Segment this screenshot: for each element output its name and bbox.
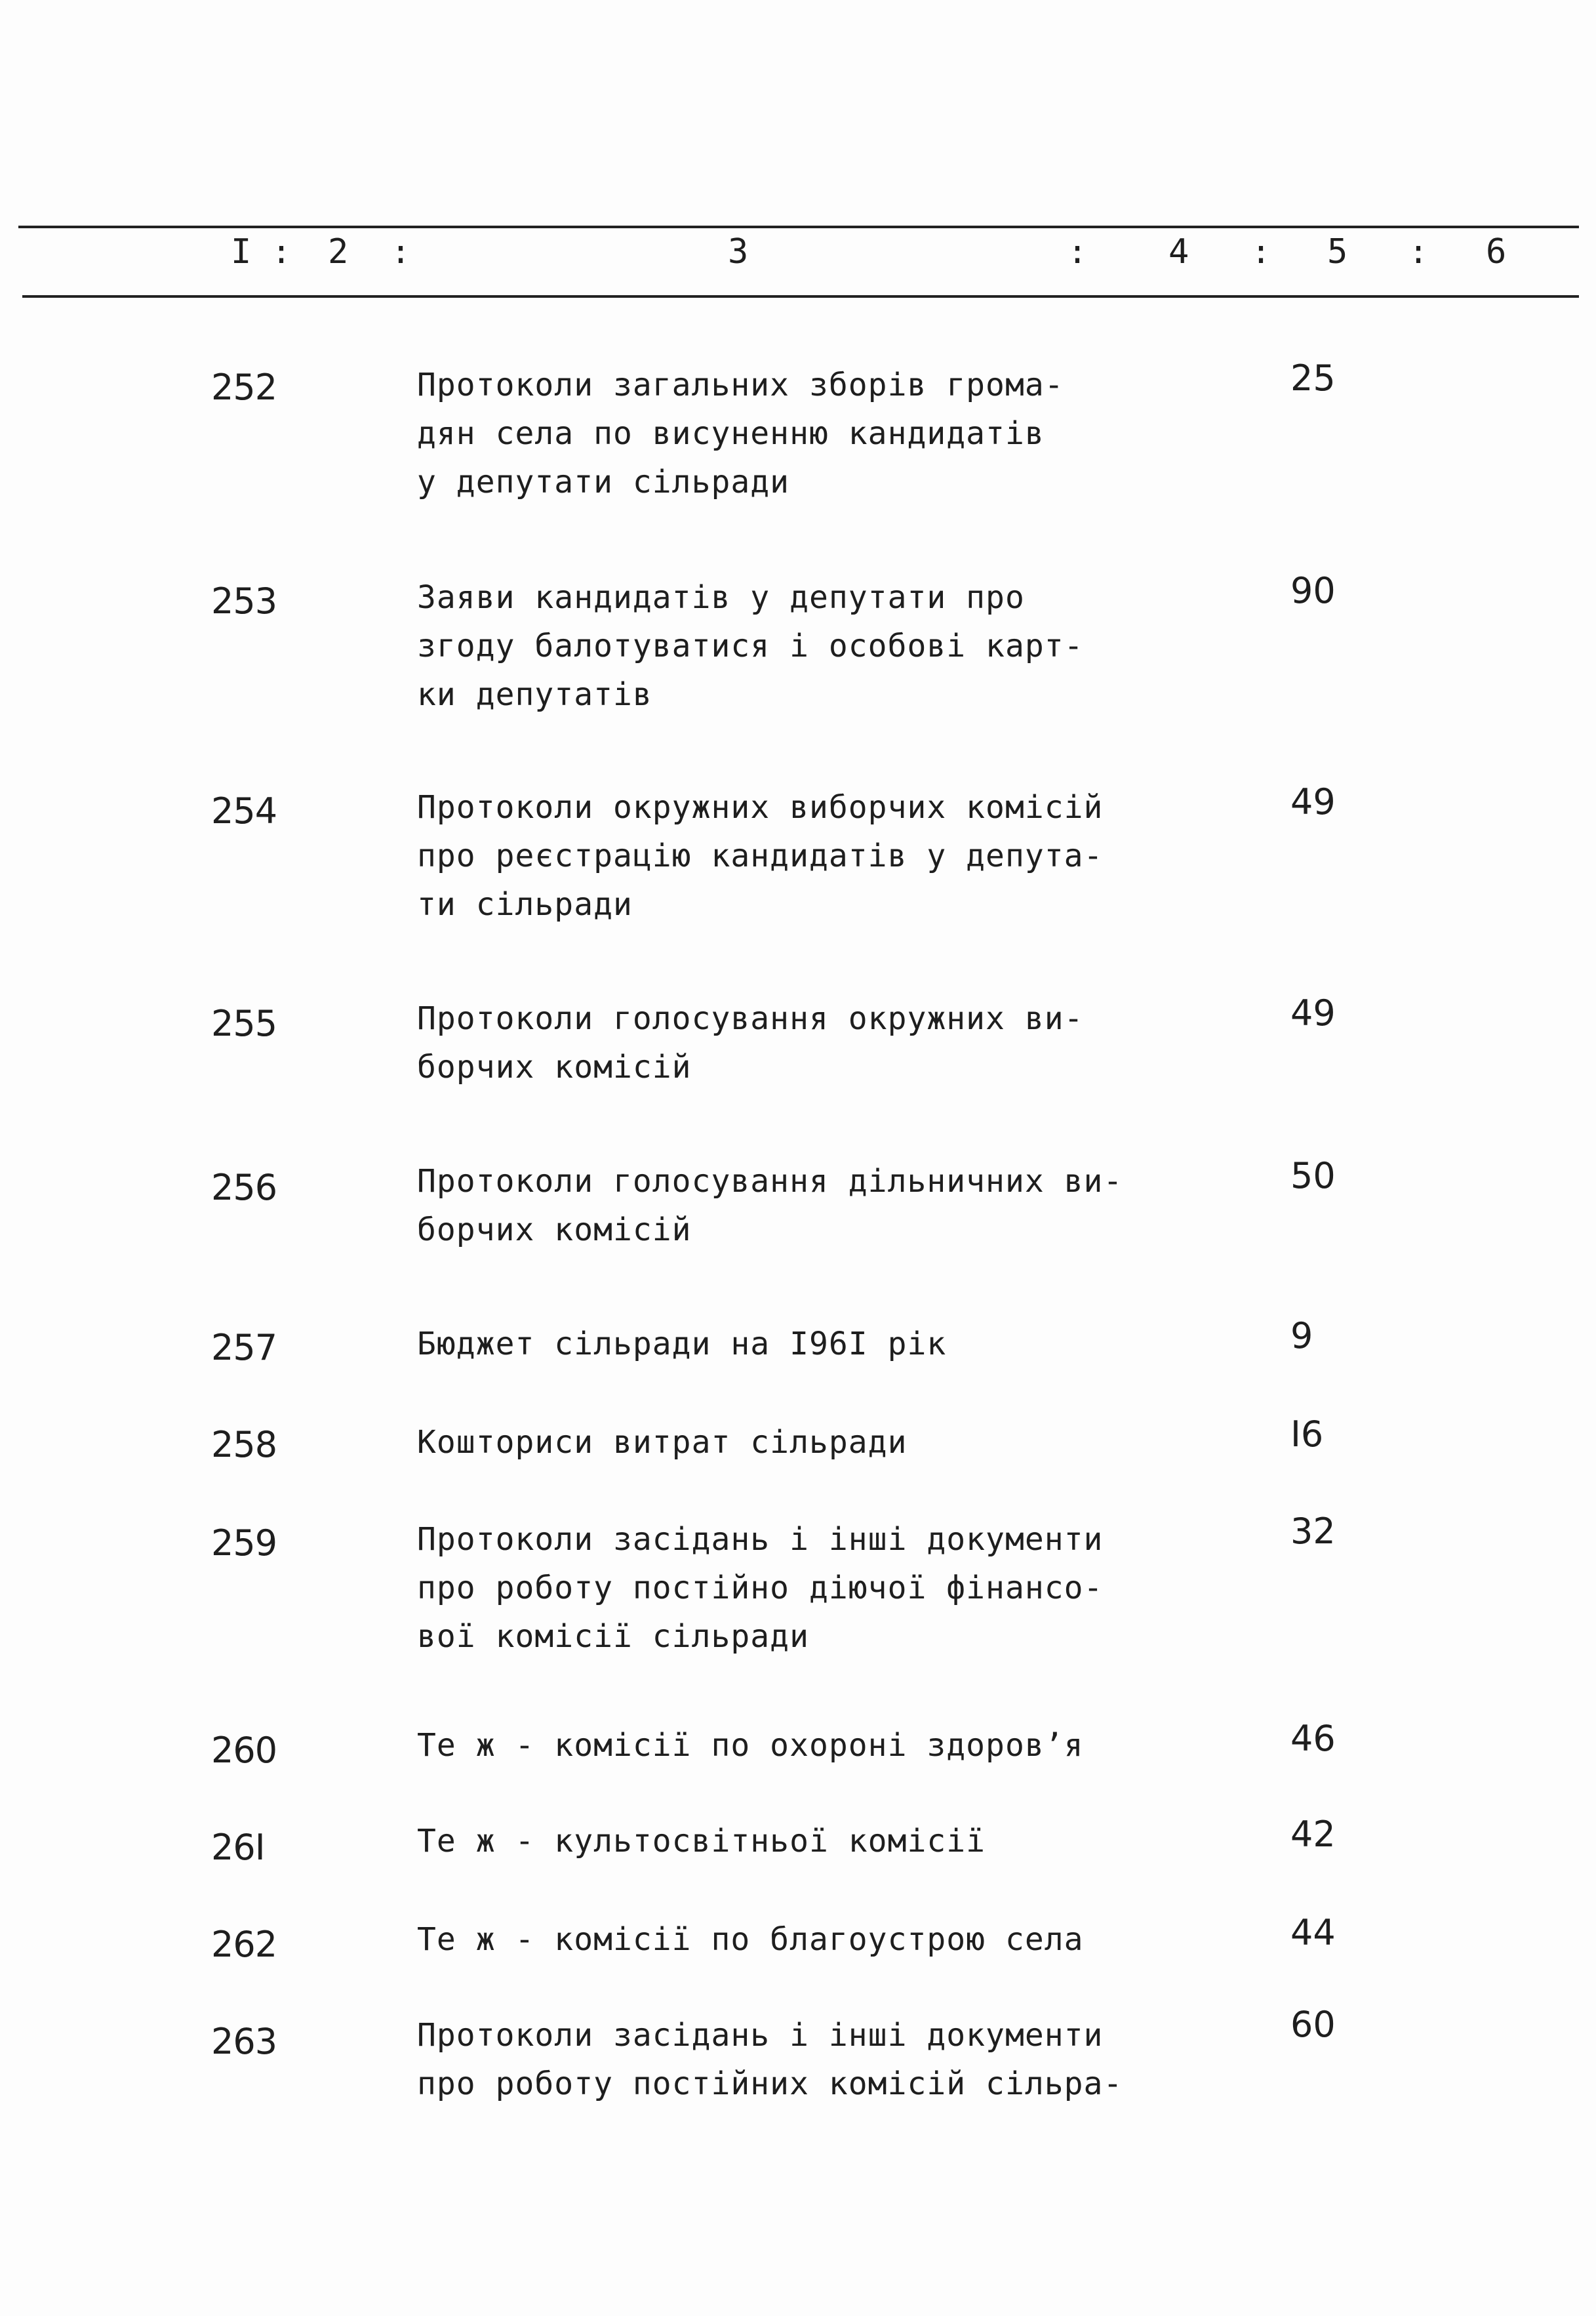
file-title-line: ки депутатів (417, 676, 652, 713)
col-separator: : (271, 233, 292, 271)
sheet-count: 42 (1290, 1814, 1336, 1855)
sheet-count: 49 (1290, 992, 1336, 1034)
file-title (417, 1721, 1204, 1770)
file-title (417, 1515, 1204, 1661)
file-number: 253 (211, 580, 277, 622)
file-title-line: Заяви кандидатів у депутати про (417, 579, 1025, 616)
file-number: 26I (211, 1827, 265, 1868)
file-title (417, 1817, 1204, 1865)
col-header-6: 6 (1486, 232, 1507, 272)
file-title-line: Бюджет сільради на I96I рік (417, 1326, 947, 1362)
sheet-count: 50 (1290, 1155, 1336, 1196)
sheet-count: 44 (1290, 1912, 1336, 1953)
sheet-count: 9 (1290, 1315, 1313, 1356)
file-title-line: Те ж - культосвітньої комісії (417, 1823, 986, 1859)
col-header-4: 4 (1168, 232, 1189, 272)
sheet-count: 49 (1290, 781, 1336, 823)
sheet-count: I6 (1290, 1413, 1324, 1455)
file-number: 258 (211, 1424, 277, 1465)
col-header-1: I (231, 232, 252, 272)
file-title-line: Кошториси витрат сільради (417, 1424, 908, 1461)
file-title (417, 994, 1204, 1091)
file-number: 262 (211, 1924, 277, 1965)
file-title-line: дян села по висуненню кандидатів (417, 415, 1045, 452)
file-title (417, 361, 1204, 506)
sheet-count: 32 (1290, 1511, 1336, 1552)
file-title-line: Протоколи голосування дільничних ви- (417, 1163, 1123, 1200)
file-number: 255 (211, 1003, 277, 1044)
file-title-line: вої комісії сільради (417, 1618, 809, 1655)
file-title-line: Протоколи засідань і інші документи (417, 2017, 1104, 2054)
file-number: 257 (211, 1327, 277, 1368)
sheet-count: 90 (1290, 570, 1336, 611)
header-bottom-rule (22, 295, 1579, 298)
col-separator: : (1251, 233, 1271, 271)
file-title-line: борчих комісій (417, 1049, 692, 1086)
file-title-line: Те ж - комісії по благоустрою села (417, 1921, 1084, 1958)
file-title-line: Те ж - комісії по охороні здоров’я (417, 1727, 1084, 1764)
file-title (417, 1418, 1204, 1467)
file-title (417, 783, 1204, 929)
file-number: 252 (211, 367, 277, 408)
file-title-line: про реєстрацію кандидатів у депута- (417, 838, 1104, 874)
file-title-line: Протоколи загальних зборів грома- (417, 367, 1064, 403)
file-title (417, 2011, 1204, 2108)
file-number: 263 (211, 2021, 277, 2062)
file-number: 259 (211, 1522, 277, 1564)
col-header-2: 2 (328, 232, 349, 272)
file-title-line: борчих комісій (417, 1211, 692, 1248)
file-title-line: Протоколи окружних виборчих комісій (417, 789, 1104, 826)
col-separator: : (391, 233, 411, 271)
sheet-count: 46 (1290, 1718, 1336, 1759)
file-title (417, 1915, 1204, 1964)
file-title-line: Протоколи голосування окружних ви- (417, 1000, 1084, 1037)
sheet-count: 25 (1290, 357, 1336, 399)
file-number: 256 (211, 1167, 277, 1208)
file-title-line: про роботу постійних комісій сільра- (417, 2065, 1123, 2102)
file-title-line: Протоколи засідань і інші документи (417, 1521, 1104, 1558)
file-title (417, 1320, 1204, 1368)
col-separator: : (1067, 233, 1088, 271)
file-title (417, 1157, 1204, 1254)
col-header-5: 5 (1327, 232, 1348, 272)
file-title-line: у депутати сільради (417, 464, 790, 500)
col-header-3: 3 (728, 232, 749, 272)
file-title-line: ти сільради (417, 886, 633, 923)
file-title (417, 573, 1204, 719)
file-title-line: згоду балотуватися і особові карт- (417, 628, 1084, 664)
file-number: 254 (211, 790, 277, 832)
header-top-rule (18, 226, 1579, 228)
file-title-line: про роботу постійно діючої фінансо- (417, 1570, 1104, 1606)
sheet-count: 60 (1290, 2004, 1336, 2045)
col-separator: : (1408, 233, 1429, 271)
file-number: 260 (211, 1730, 277, 1771)
